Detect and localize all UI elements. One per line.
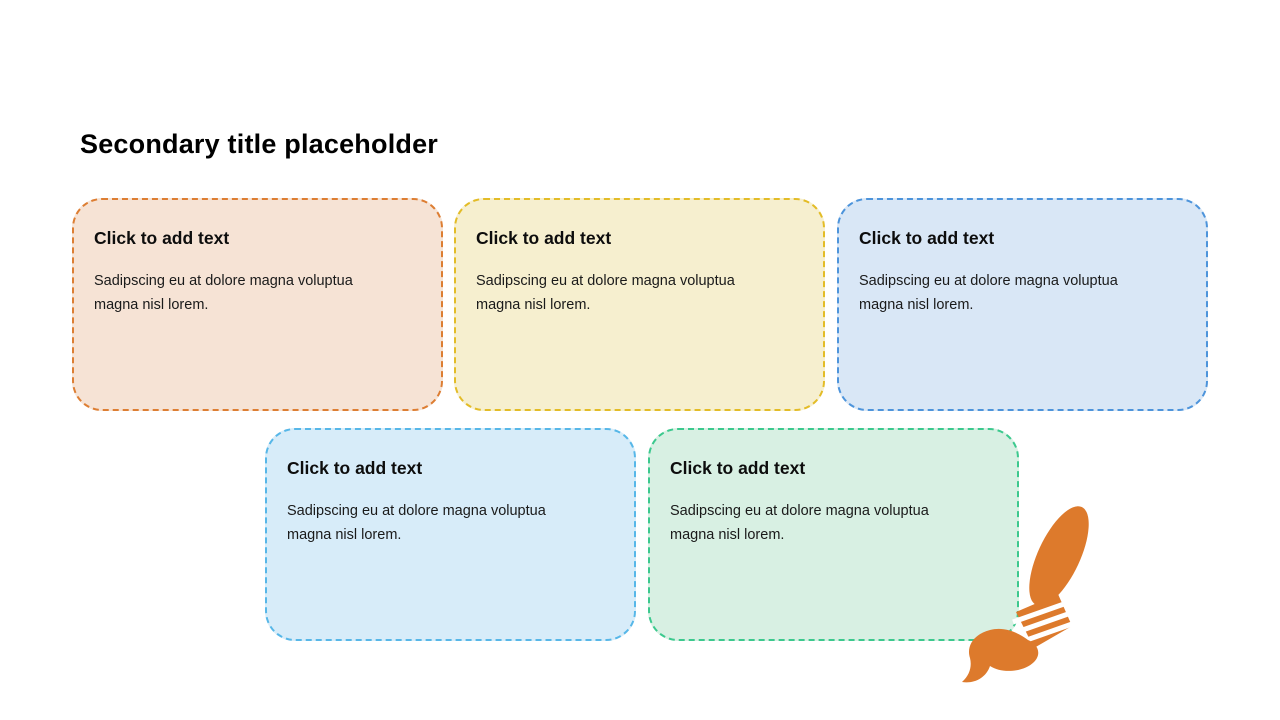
slide-title[interactable]: Secondary title placeholder <box>80 129 439 159</box>
card-heading[interactable]: Click to add text <box>476 228 612 248</box>
placeholder-card-yellow[interactable] <box>454 198 825 411</box>
placeholder-card-sky[interactable] <box>265 428 636 641</box>
card-body[interactable]: Sadipscing eu at dolore magna voluptua magna nisl lorem. <box>94 273 353 313</box>
card-body[interactable]: Sadipscing eu at dolore magna voluptua magna nisl lorem. <box>476 273 735 313</box>
card-body[interactable]: Sadipscing eu at dolore magna voluptua magna nisl lorem. <box>287 503 546 543</box>
placeholder-card-green[interactable] <box>648 428 1019 641</box>
card-body[interactable]: Sadipscing eu at dolore magna voluptua magna nisl lorem. <box>670 503 929 543</box>
card-heading[interactable]: Click to add text <box>94 228 230 248</box>
card-heading[interactable]: Click to add text <box>670 458 806 478</box>
placeholder-card-blue[interactable] <box>837 198 1208 411</box>
card-heading[interactable]: Click to add text <box>859 228 995 248</box>
card-heading[interactable]: Click to add text <box>287 458 423 478</box>
card-body[interactable]: Sadipscing eu at dolore magna voluptua magna nisl lorem. <box>859 273 1118 313</box>
placeholder-card-orange[interactable] <box>72 198 443 411</box>
